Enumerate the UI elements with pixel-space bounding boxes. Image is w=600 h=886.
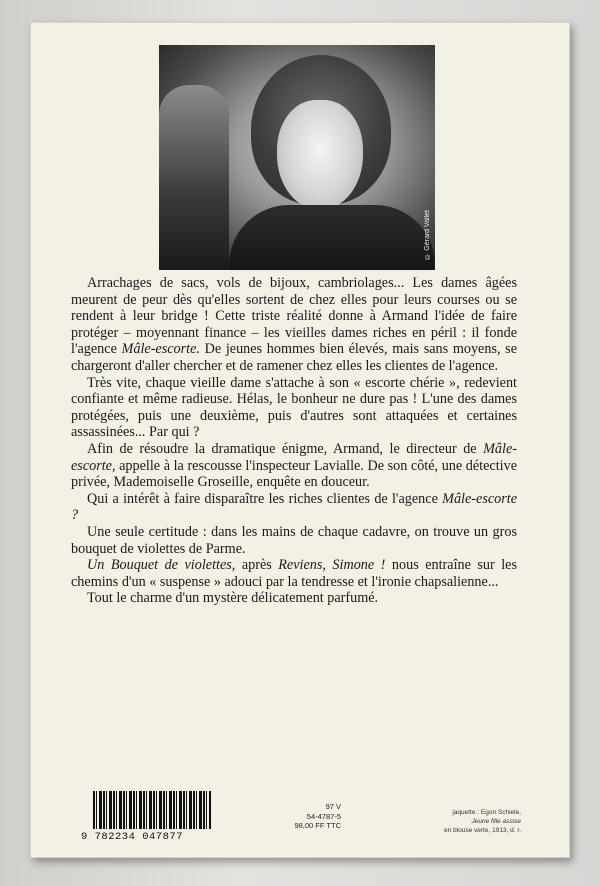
agency-name: Mâle-escorte. — [121, 341, 200, 358]
paragraph-6: Un Bouquet de violettes, après Reviens, Simone ! nous entraîne sur les chemins d'un « suspense » adouci par la tendresse et l'ironie chapsalienne... — [71, 557, 517, 590]
barcode-bars — [93, 791, 211, 829]
isbn-barcode — [81, 791, 231, 851]
blurb-text — [71, 275, 517, 607]
book-title: Un Bouquet de violettes, — [87, 557, 236, 574]
author-face — [277, 100, 363, 210]
book-back-cover — [30, 22, 570, 858]
agency-name: Mâle-escorte, — [71, 440, 517, 474]
cover-illustration-credit: jaquette : Egon Schiele, Jeune fille assise en blouse verte, 1913, d. r. — [444, 809, 521, 834]
barcode-digits: 9 782234 047877 — [81, 831, 184, 843]
paragraph-4: Qui a intérêt à faire disparaître les riches clientes de l'agence Mâle-escorte ? — [71, 490, 517, 524]
previous-book-title: Reviens, Simone ! — [278, 557, 386, 574]
price-codes — [241, 802, 341, 831]
code-line-1: 97 V — [325, 802, 341, 811]
paragraph-2: Très vite, chaque vieille dame s'attache à son « escorte chérie », redevient confiante et même radieuse. Hélas, le bonheur ne dure pas ! L'une des dames protégées, puis une deuxième, puis d'autres sont attaquées et certaines assassinées... Par qui ? — [71, 374, 517, 441]
code-line-3: 98,00 FF TTC — [294, 821, 341, 830]
paragraph-5: Une seule certitude : dans les mains de chaque cadavre, on trouve un gros bouquet de violettes de Parme. — [71, 523, 517, 557]
paragraph-1: Arrachages de sacs, vols de bijoux, cambriolages... Les dames âgées meurent de peur dès qu'elles sortent de chez elles pour leurs courses ou se rendent à leur bridge ! Cette triste réalité donne à Armand l'idée de faire protéger – moyennant finance – les vieilles dames riches en péril : il fonde l'agence Mâle-escorte. De jeunes hommes bien élevés, mais sans moyens, se chargeront d'aller chercher et de ramener chez elles les clientes de l'agence. — [71, 275, 518, 374]
agency-name: Mâle-escorte ? — [71, 490, 517, 524]
author-clothing — [229, 205, 435, 270]
author-photo — [159, 45, 435, 270]
paragraph-7: Tout le charme d'un mystère délicatement parfumé. — [87, 590, 379, 607]
background-figure — [159, 85, 229, 270]
code-line-2: 54-4787-5 — [306, 811, 341, 821]
photo-credit: © Gérard Vallet — [424, 210, 431, 260]
paragraph-3: Afin de résoudre la dramatique énigme, Armand, le directeur de Mâle-escorte, appelle à la rescousse l'inspecteur Lavialle. De son côté, une détective privée, Mademoiselle Groseille, enquête en douceur. — [71, 440, 517, 491]
